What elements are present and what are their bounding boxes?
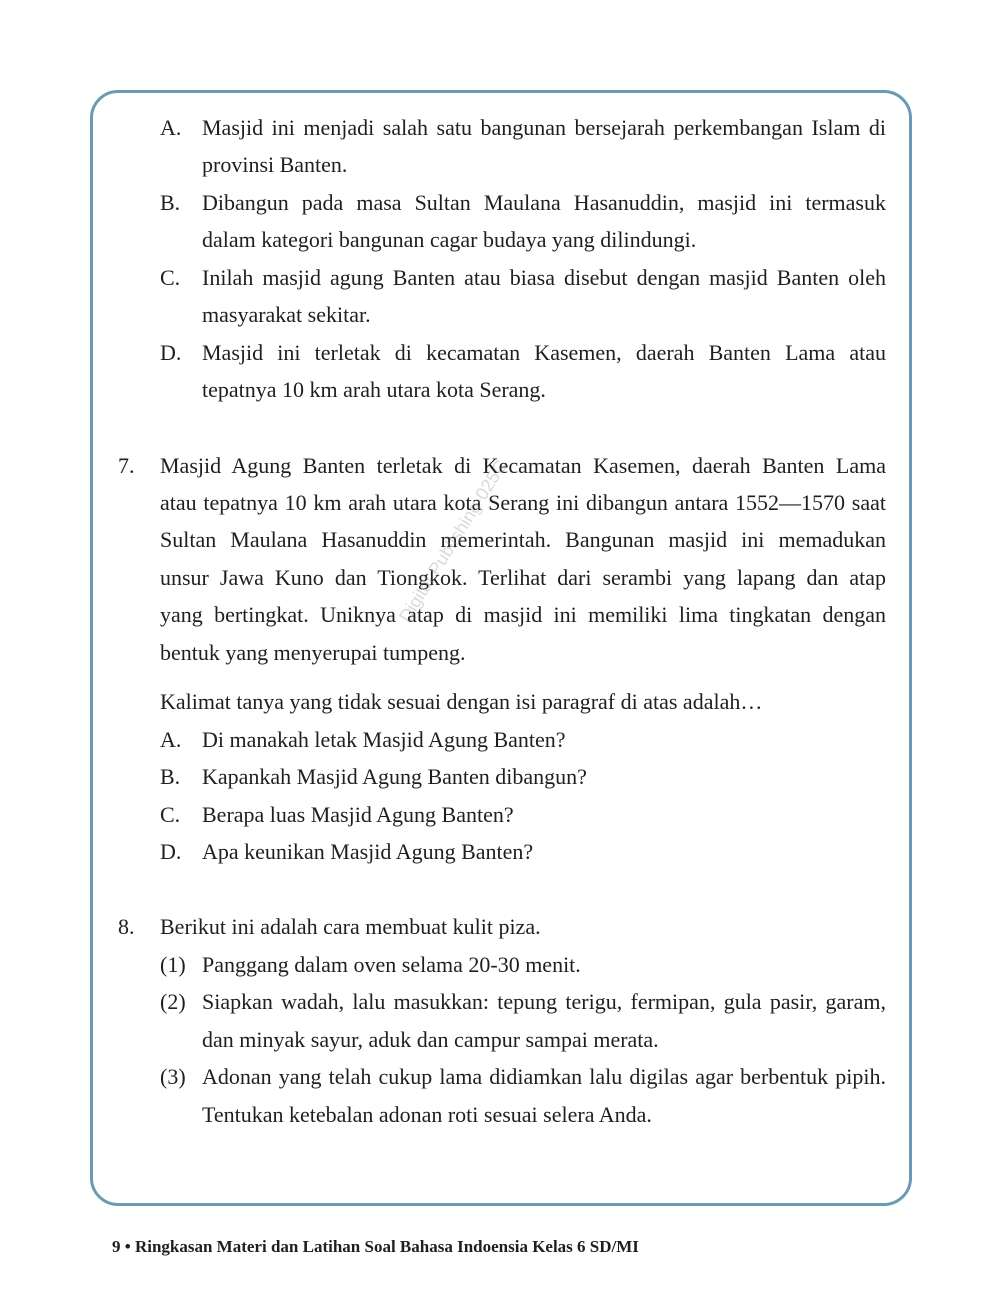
q7-paragraph-line4: unsur Jawa Kuno dan Tiongkok. Terlihat dari serambi yang lapang dan atap: [160, 565, 886, 590]
q7-option-a-label: A.: [160, 727, 182, 752]
q7-question: Kalimat tanya yang tidak sesuai dengan isi paragraf di atas adalah…: [160, 689, 763, 714]
q6-option-c-line2: masyarakat sekitar.: [202, 302, 371, 327]
q6-option-b-line1: Dibangun pada masa Sultan Maulana Hasanuddin, masjid ini termasuk: [202, 190, 886, 215]
q6-option-d-line2: tepatnya 10 km arah utara kota Serang.: [202, 377, 546, 402]
q7-option-c-text: Berapa luas Masjid Agung Banten?: [202, 802, 514, 827]
q6-option-c-label: C.: [160, 265, 181, 290]
q6-option-b-label: B.: [160, 190, 181, 215]
q8-step1-line1: Panggang dalam oven selama 20-30 menit.: [202, 952, 581, 977]
q6-option-d-label: D.: [160, 340, 182, 365]
q8-step1-label: (1): [160, 952, 186, 977]
q7-option-b-label: B.: [160, 764, 181, 789]
q7-option-d-label: D.: [160, 839, 182, 864]
q8-step2-line2: dan minyak sayur, aduk dan campur sampai merata.: [202, 1027, 659, 1052]
q7-option-d-text: Apa keunikan Masjid Agung Banten?: [202, 839, 534, 864]
q8-step2-line1: Siapkan wadah, lalu masukkan: tepung terigu, fermipan, gula pasir, garam,: [202, 989, 886, 1014]
q6-option-a-label: A.: [160, 115, 182, 140]
q7-option-a-text: Di manakah letak Masjid Agung Banten?: [202, 727, 566, 752]
q8-intro: Berikut ini adalah cara membuat kulit piza.: [160, 914, 541, 939]
q7-paragraph-line5: yang bertingkat. Uniknya atap di masjid ini memiliki lima tingkatan dengan: [160, 602, 886, 627]
q8-step3-line2: Tentukan ketebalan adonan roti sesuai selera Anda.: [202, 1102, 652, 1127]
q7-option-b-text: Kapankah Masjid Agung Banten dibangun?: [202, 764, 587, 789]
q8-step2-label: (2): [160, 989, 186, 1014]
q6-option-c-line1: Inilah masjid agung Banten atau biasa disebut dengan masjid Banten oleh: [202, 265, 886, 290]
q6-option-d-line1: Masjid ini terletak di kecamatan Kasemen, daerah Banten Lama atau: [202, 340, 886, 365]
watermark: Digital Publishing-025C: [395, 456, 512, 626]
q8-step3-line1: Adonan yang telah cukup lama didiamkan lalu digilas agar berbentuk pipih.: [202, 1064, 886, 1089]
q6-option-a-line2: provinsi Banten.: [202, 152, 348, 177]
q6-option-a-line1: Masjid ini menjadi salah satu bangunan bersejarah perkembangan Islam di: [202, 115, 886, 140]
q7-option-c-label: C.: [160, 802, 181, 827]
q7-paragraph-line1: Masjid Agung Banten terletak di Kecamatan Kasemen, daerah Banten Lama: [160, 453, 886, 478]
q7-paragraph-line2: atau tepatnya 10 km arah utara kota Serang ini dibangun antara 1552—1570 saat: [160, 490, 886, 515]
q7-paragraph-line6: bentuk yang menyerupai tumpeng.: [160, 640, 466, 665]
q8-step3-label: (3): [160, 1064, 186, 1089]
page-footer: 9 • Ringkasan Materi dan Latihan Soal Bahasa Indoensia Kelas 6 SD/MI: [112, 1237, 639, 1256]
q7-number: 7.: [118, 453, 135, 478]
q6-option-b-line2: dalam kategori bangunan cagar budaya yang dilindungi.: [202, 227, 697, 252]
q8-number: 8.: [118, 914, 135, 939]
q7-paragraph-line3: Sultan Maulana Hasanuddin memerintah. Bangunan masjid ini memadukan: [160, 527, 886, 552]
